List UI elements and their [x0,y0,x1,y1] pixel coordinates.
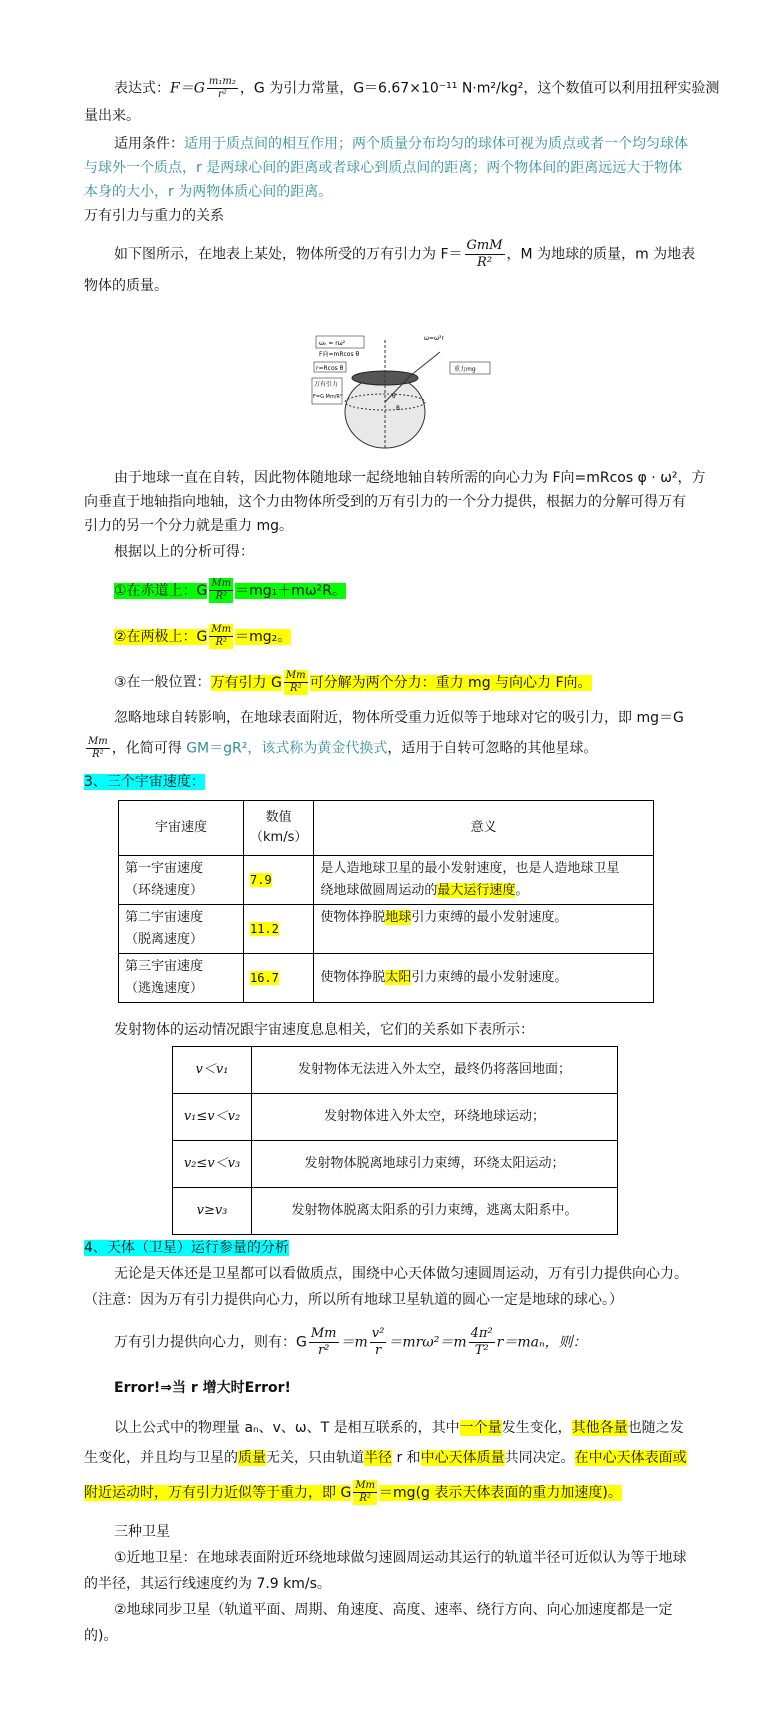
text-line: 物体的质量。 [84,278,168,294]
table-cell: 使物体挣脱地球引力束缚的最小发射速度。 [314,905,654,954]
pole-equation: ②在两极上：G $\frac{Mm}{\text{R²}}$ ＝mg₂。 [114,624,292,648]
text-line: 引力的另一个分力就是重力 mg。 [84,518,293,534]
table-cell: 第一宇宙速度 （环绕速度） [119,856,244,905]
table-cell: v≥v₃ [173,1188,252,1235]
table-cell: 发射物体无法进入外太空，最终仍将落回地面； [252,1047,618,1094]
applicable-conditions-line: 适用条件：适用于质点间的相互作用；两个质量分布均匀的球体可视为质点或者一个均匀球体 [114,136,688,152]
golden-substitution-line: $\frac{Mm}{\text{R²}}$ ，化简可得 GM＝gR²，该式称为黄金代换式，适用于自转可忽略的其他星球。 [88,736,598,760]
text-line: 如下图所示，在地表上某处，物体所受的万有引力为 F＝ $\frac{\text{GmM}}{\text{R²}}$ ，M 为地球的质量，m 为地表 [114,238,696,270]
diagram-label: θ [392,393,396,400]
text-line: 发射物体的运动情况跟宇宙速度息息相关，它们的关系如下表所示： [114,1022,534,1038]
table-cell: 16.7 [244,954,314,1003]
text-line: （注意：因为万有引力提供向心力，所以所有地球卫星轨道的圆心一定是地球的球心。） [84,1292,623,1308]
text-line: 由于地球一直在自转，因此物体随地球一起绕地轴自转所需的向心力为 F向=mRcos φ · ω²，方 [114,470,706,486]
text-line: 以上公式中的物理量 aₙ、v、ω、T 是相互联系的，其中一个量发生变化，其他各量也随之发 [114,1420,684,1436]
diagram-label: F=G Mm/R² [313,394,342,400]
text-line: 无论是天体还是卫星都可以看做质点，围绕中心天体做匀速圆周运动，万有引力提供向心力。 [114,1266,688,1282]
text-line: 附近运动时，万有引力近似等于重力，即 G $\frac{Mm}{\text{R²}}$ ＝mg(g 表示天体表面的重力加速度)。 [84,1480,622,1504]
section-heading: 万有引力与重力的关系 [84,208,224,224]
table-cell: v＜v₁ [173,1047,252,1094]
cosmic-velocity-table [118,800,654,1003]
table-cell: 11.2 [244,905,314,954]
text-line: 与球外一个质点，r 是两球心间的距离或者球心到质点间的距离；两个物体间的距离远远大于物体 [84,160,683,176]
centripetal-equation: 万有引力提供向心力，则有：G $\frac{Mm}{\text{r²}}$ ＝m $\frac{\text{v²}}{r}$ ＝mrω²＝m $\frac{\text{4π²}}{\text{T²}}$ r＝maₙ，则： [114,1326,587,1358]
text-line: ②地球同步卫星（轨道平面、周期、角速度、高度、速率、绕行方向、向心加速度都是一定 [114,1602,673,1618]
diagram-label: 万有引力 [314,381,339,388]
text-line: 生变化，并且均与卫星的质量无关，只由轨道半径 r 和中心天体质量共同决定。在中心天体表面或 [84,1450,687,1466]
table-cell: v₁≤v＜v₂ [173,1094,252,1141]
text-line: 量出来。 [84,108,140,124]
force-arrow [410,352,440,376]
table-row [119,856,654,905]
table-cell: 第三宇宙速度 （逃逸速度） [119,954,244,1003]
table-row [173,1047,618,1094]
text-line: 根据以上的分析可得： [114,544,254,560]
text-line: 的半径，其运行线速度约为 7.9 km/s。 [84,1576,331,1592]
table-cell: 使物体挣脱太阳引力束缚的最小发射速度。 [314,954,654,1003]
table-cell: 第二宇宙速度 （脱离速度） [119,905,244,954]
formula-expression-line: 表达式：F＝G $\frac{\text{m₁m₂}}{\text{r²}}$ ，G 为引力常量，G＝6.67×10⁻¹¹ N·m²/kg²，这个数值可以利用扭秤实验测 [114,76,720,100]
table-header-row [119,801,654,856]
table-row [173,1188,618,1235]
table-row [173,1141,618,1188]
table-cell: 是人造地球卫星的最小发射速度，也是人造地球卫星 绕地球做圆周运动的最大运行速度。 [314,856,654,905]
table-cell: 7.9 [244,856,314,905]
section-heading-satellite: 4、天体（卫星）运行参量的分析 [84,1240,289,1256]
diagram-label: ωₙ = rω² [319,340,346,347]
general-position-equation: ③在一般位置：万有引力 G $\frac{Mm}{\text{R²}}$ 可分解为两个分力：重力 mg 与向心力 F向。 [114,670,592,694]
table-cell: 发射物体脱离地球引力束缚，环绕太阳运动； [252,1141,618,1188]
text-line: 的)。 [84,1628,118,1644]
error-line: Error!⇒当 r 增大时Error! [114,1380,291,1396]
diagram-label: ω=ω²r [424,335,444,342]
table-cell: 发射物体进入外太空，环绕地球运动； [252,1094,618,1141]
text-line: 本身的大小，r 为两物体质心间的距离。 [84,184,333,200]
text-line: 忽略地球自转影响，在地球表面附近，物体所受重力近似等于地球对它的吸引力，即 mg＝G [114,710,684,726]
text-line: 向垂直于地轴指向地轴，这个力由物体所受到的万有引力的一个分力提供，根据力的分解可得万有 [84,494,686,510]
gravity-fraction: $\frac{\text{m₁m₂}}{\text{r²}}$ [208,76,236,100]
table-row [173,1094,618,1141]
text-line: ①近地卫星：在地球表面附近环绕地球做匀速圆周运动其运行的轨道半径可近似认为等于地球 [114,1550,687,1566]
equator-equation: ①在赤道上：G $\frac{Mm}{\text{R²}}$ ＝mg₁＋mω²R。 [114,578,346,602]
table-header: 数值 （km/s） [244,801,314,856]
section-heading: 三种卫星 [114,1524,170,1540]
table-header: 意义 [314,801,654,856]
earth-gravity-diagram [300,330,510,452]
launch-velocity-table [172,1046,618,1235]
table-cell: 发射物体脱离太阳系的引力束缚，逃离太阳系中。 [252,1188,618,1235]
diagram-label: F向=mRcos θ [319,351,360,358]
diagram-label: 重力mg [454,366,476,373]
table-row [119,954,654,1003]
diagram-label: R [396,405,401,412]
section-heading-cosmic-velocity: 3、三个宇宙速度： [84,774,205,790]
table-row [119,905,654,954]
diagram-label: r=Rcos θ [316,365,344,372]
table-header: 宇宙速度 [119,801,244,856]
table-cell: v₂≤v＜v₃ [173,1141,252,1188]
